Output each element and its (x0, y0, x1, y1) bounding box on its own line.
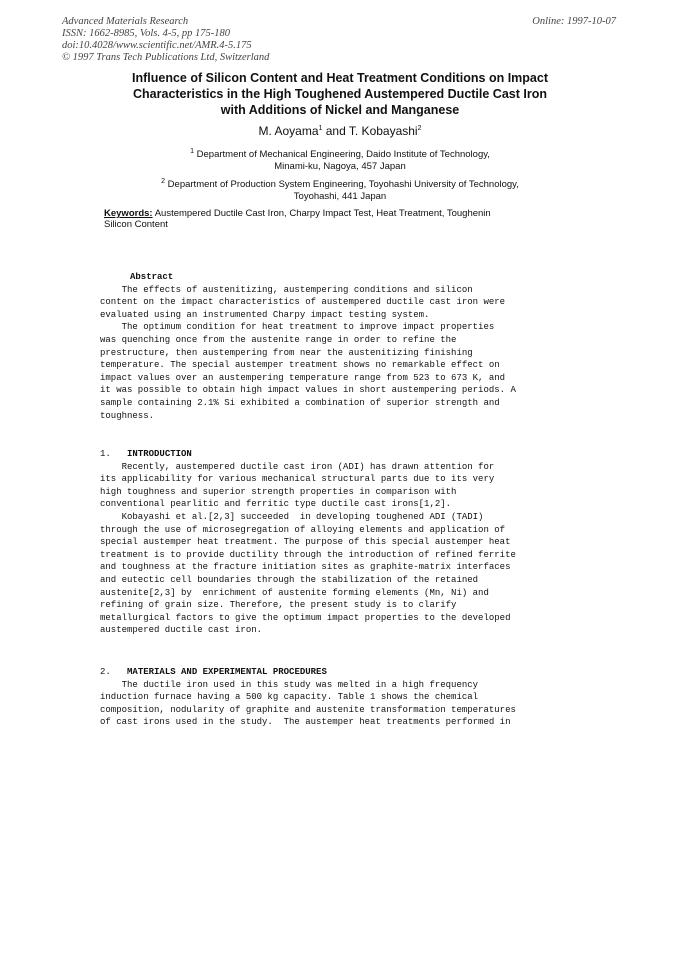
journal-header (62, 16, 269, 64)
section-number: 2. (100, 667, 128, 677)
affiliation (90, 176, 590, 203)
copyright-line: © 1997 Trans Tech Publications Ltd, Switzerland (62, 52, 270, 63)
title-line: Influence of Silicon Content and Heat Treatment Conditions on Impact (132, 71, 548, 85)
affiliation-line: Minami-ku, Nagoya, 457 Japan (274, 161, 406, 173)
section-number: 1. (100, 449, 128, 459)
abstract-heading: Abstract (130, 272, 174, 282)
affiliation (90, 146, 590, 173)
intro-line: Kobayashi et al.[2,3] succeeded in developing toughened ADI (TADI) (100, 511, 484, 522)
section-heading (100, 666, 522, 679)
affiliation-line: Department of Mechanical Engineering, Daido Institute of Technology, (194, 149, 490, 161)
materials-line: The ductile iron used in this study was melted in a high frequency (100, 679, 479, 690)
intro-line: Recently, austempered ductile cast iron (ADI) has drawn attention for (100, 461, 495, 472)
materials-line: composition, nodularity of graphite and austenite transformation temperatures (100, 704, 516, 715)
journal-name: Advanced Materials Research (62, 16, 189, 27)
author-name: M. Aoyama (258, 124, 319, 138)
paper-title (90, 70, 590, 118)
affiliation-line: Department of Production System Engineering, Toyohashi University of Technology, (165, 179, 519, 191)
materials-section (100, 666, 522, 729)
section-title: INTRODUCTION (127, 449, 192, 459)
intro-line: special austemper heat treatment. The purpose of this special austemper heat (100, 537, 511, 548)
title-line: Characteristics in the High Toughened Austempered Ductile Cast Iron (133, 87, 547, 101)
authors (90, 124, 590, 138)
abstract-line: The optimum condition for heat treatment to improve impact properties (100, 322, 495, 333)
section-title: MATERIALS AND EXPERIMENTAL PROCEDURES (127, 667, 327, 677)
materials-line: induction furnace having a 500 kg capacity. Table 1 shows the chemical (100, 692, 479, 703)
intro-line: high toughness and superior strength properties in comparison with (100, 486, 457, 497)
intro-line: and toughness at the fracture initiation sites as graphite-matrix interfaces (100, 562, 511, 573)
intro-line: through the use of microsegregation of alloying elements and application of (100, 524, 506, 535)
section-heading (100, 448, 522, 461)
keywords-text: Silicon Content (104, 219, 168, 230)
intro-line: metallurgical factors to give the optimum impact properties to the developed (100, 612, 511, 623)
author-name: T. Kobayashi (348, 124, 418, 138)
intro-line: austenite[2,3] by enrichment of austenite forming elements (Mn, Ni) and (100, 587, 489, 598)
online-date: Online: 1997-10-07 (532, 16, 616, 27)
abstract-line: content on the impact characteristics of austempered ductile cast iron were (100, 297, 506, 308)
abstract-line: it was possible to obtain high impact values in short austempering periods. A (100, 385, 516, 396)
issn-line: ISSN: 1662-8985, Vols. 4-5, pp 175-180 (62, 28, 230, 39)
affiliation-sup: 1 (190, 148, 194, 155)
title-line: with Additions of Nickel and Manganese (220, 103, 460, 117)
intro-line: conventional pearlitic and ferritic type ductile cast irons[1,2]. (100, 499, 452, 510)
keywords (104, 208, 574, 230)
author-sup: 1 (318, 125, 323, 132)
intro-line: treatment is to provide ductility through the introduction of refined ferrite (100, 549, 516, 560)
abstract-line: The effects of austenitizing, austempering conditions and silicon (100, 284, 473, 295)
abstract-line: impact values over an austempering temperature range from 523 to 673 K, and (100, 372, 506, 383)
abstract-line: evaluated using an instrumented Charpy impact testing system. (100, 309, 430, 320)
abstract-section (100, 271, 522, 422)
materials-line: of cast irons used in the study. The austemper heat treatments performed in (100, 717, 511, 728)
introduction-section (100, 448, 522, 637)
keywords-text: Austempered Ductile Cast Iron, Charpy Impact Test, Heat Treatment, Toughenin (152, 208, 491, 219)
intro-line: and eutectic cell boundaries through the stabilization of the retained (100, 574, 479, 585)
affiliation-line: Toyohashi, 441 Japan (293, 191, 387, 203)
abstract-line: sample containing 2.1% Si exhibited a combination of superior strength and (100, 397, 500, 408)
intro-line: austempered ductile cast iron. (100, 625, 263, 636)
intro-line: refining of grain size. Therefore, the present study is to clarify (100, 600, 457, 611)
keywords-label: Keywords: (104, 208, 153, 219)
affiliation-sup: 2 (161, 178, 166, 185)
intro-line: its applicability for various mechanical structural parts due to its very (100, 474, 495, 485)
abstract-line: toughness. (100, 410, 155, 421)
abstract-line: temperature. The special austemper treatment shows no remarkable effect on (100, 360, 500, 371)
author-sup: 2 (417, 125, 422, 132)
doi-line: doi:10.4028/www.scientific.net/AMR.4-5.175 (62, 40, 252, 51)
abstract-line: was quenching once from the austenite range in order to refine the (100, 334, 457, 345)
abstract-line: prestructure, then austempering from near the austenitizing finishing (100, 347, 473, 358)
author-and: and (322, 124, 349, 138)
